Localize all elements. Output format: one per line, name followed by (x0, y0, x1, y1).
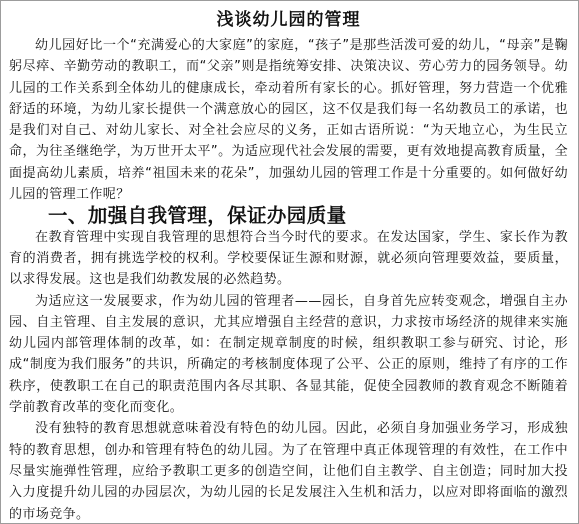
body-paragraph: 没有独特的教育思想就意味着没有特色的幼儿园。因此，必须自身加强业务学习，形成独特的教育思想，创办和管理有特色的幼儿园。为了在管理中真正体现管理的有效性，在工作中尽量实施弹性管理，应给予教职工更多的创造空间，让他们自主教学、自主创造；同时加大投入力度提升幼儿园的办园层次，为幼儿园的长足发展注入生机和活力，以应对即将面临的激烈的市场竞争。 (9, 421, 568, 522)
body-paragraph: 在教育管理中实现自我管理的思想符合当今时代的要求。在发达国家，学生、家长作为教育的消费者，拥有挑选学校的权利。学校要保证生源和财源，就必须向管理要效益，要质量，以求得发展。这也是我们幼教发展的必然趋势。 (9, 229, 568, 288)
section-heading: 一、加强自我管理，保证办园质量 (48, 204, 347, 228)
document-body (1, 1, 578, 524)
intro-paragraph: 幼儿园好比一个“充满爱心的大家庭”的家庭，“孩子”是那些活泼可爱的幼儿，“母亲”是鞠躬尽瘁、辛勤劳动的教职工，而“父亲”则是指统筹安排、决策决议、劳心劳力的园务领导。幼儿园的工作关系到全体幼儿的健康成长，牵动着所有家长的心。抓好管理，努力营造一个优雅舒适的环境，为幼儿家长提供一个满意放心的园区，这不仅是我们每一名幼教员工的承诺，也是我们对自己、对幼儿家长、对全社会应尽的义务，正如古语所说：“为天地立心，为生民立命，为往圣继绝学，为万世开太平”。为适应现代社会发展的需要，更有效地提高教育质量，全面提高幼儿素质，培养“祖国未来的花朵”，加强幼儿园的管理工作是十分重要的。如何做好幼儿园的管理工作呢？ (9, 38, 568, 203)
page-title: 浅谈幼儿园的管理 (216, 10, 361, 30)
body-paragraph: 为适应这一发展要求，作为幼儿园的管理者——园长，自身首先应转变观念，增强自主办园、自主管理、自主发展的意识，尤其应增强自主经营的意识，力求按市场经济的规律来实施幼儿园内部管理体制的改革，如：在制定规章制度的时候，组织教职工参与研究、讨论，形成“制度为我们服务”的共识，所确定的考核制度体现了公平、公正的原则，维持了有序的工作秩序，使教职工在自己的职责范围内各尽其职、各显其能，促使全园教师的教育观念不断随着学前教育改革的变化而变化。 (9, 293, 568, 416)
